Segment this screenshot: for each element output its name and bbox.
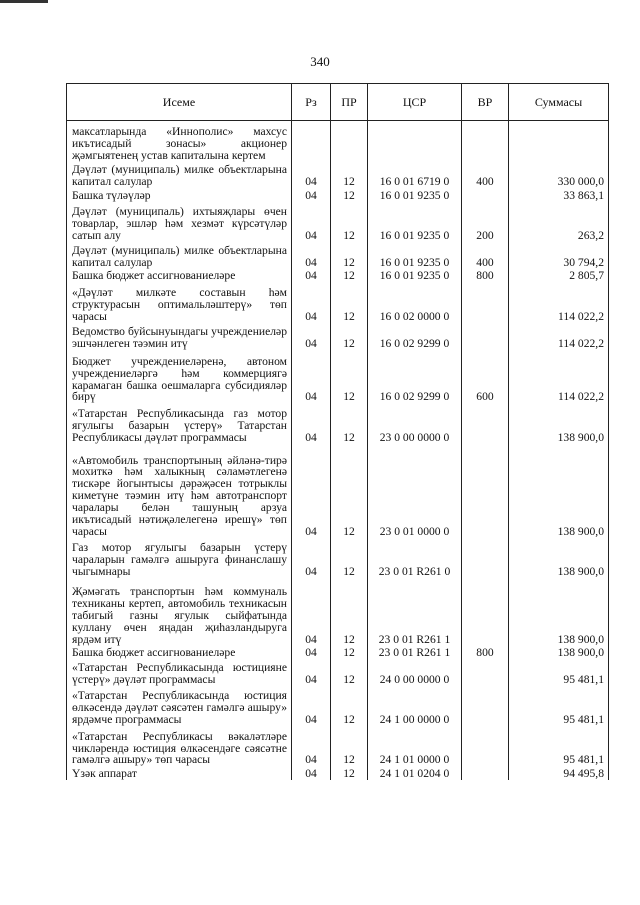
- row-sum: 2 805,7: [509, 269, 609, 282]
- column-header-name: Исеме: [67, 84, 292, 121]
- row-pr: 12: [331, 444, 368, 538]
- row-csr: 23 0 01 0000 0: [368, 444, 462, 538]
- row-pr: 12: [331, 726, 368, 766]
- row-name: Газ мотор ягулыгы базарын үстерү чараларын гамәлгә ашыруга финанслашу чыгымнары: [67, 538, 292, 578]
- row-sum: 30 794,2: [509, 242, 609, 269]
- row-vr: [462, 686, 509, 726]
- row-sum: 263,2: [509, 202, 609, 242]
- row-rz: 04: [292, 538, 331, 578]
- row-pr: 12: [331, 578, 368, 645]
- row-vr: [462, 766, 509, 780]
- row-name: Бюджет учреждениеләренә, автоном учреждениеләргә һәм коммерциягә карамаган башка оешмаларга субсидияләр бирү: [67, 350, 292, 404]
- table-row: [67, 350, 609, 404]
- row-pr: 12: [331, 188, 368, 201]
- column-header-sum: Суммасы: [509, 84, 609, 121]
- table-row: [67, 161, 609, 188]
- table-row: [67, 403, 609, 443]
- row-rz: 04: [292, 161, 331, 188]
- corner-mark: [0, 0, 48, 3]
- row-name: Дәүләт (муниципаль) ихтыяҗлары өчен товарлар, эшләр һәм хезмәт күрсәтүләр сатып алу: [67, 202, 292, 242]
- table-row: [67, 269, 609, 282]
- row-vr: [462, 726, 509, 766]
- row-pr: 12: [331, 645, 368, 658]
- row-sum: 330 000,0: [509, 161, 609, 188]
- table-header-row: [67, 84, 609, 121]
- row-csr: 16 0 01 6719 0: [368, 161, 462, 188]
- row-vr: [462, 444, 509, 538]
- row-csr: 16 0 02 9299 0: [368, 350, 462, 404]
- row-sum: 114 022,2: [509, 282, 609, 322]
- row-name: максатларында «Иннополис» махсус икътисадый зонасы» акционер җәмгыятенең устав капиталына кертем: [67, 121, 292, 162]
- row-csr: 24 1 01 0000 0: [368, 726, 462, 766]
- row-name: Үзәк аппарат: [67, 766, 292, 780]
- table-row: [67, 188, 609, 201]
- column-header-pr: ПР: [331, 84, 368, 121]
- table-row: [67, 282, 609, 322]
- row-rz: [292, 121, 331, 162]
- table-row: [67, 242, 609, 269]
- row-vr: 600: [462, 350, 509, 404]
- row-rz: 04: [292, 323, 331, 350]
- row-name: «Дәүләт милкәте составын һәм структурасын оптимальләштерү» төп чарасы: [67, 282, 292, 322]
- row-rz: 04: [292, 242, 331, 269]
- table-row: [67, 726, 609, 766]
- column-header-vr: ВР: [462, 84, 509, 121]
- column-header-rz: Рз: [292, 84, 331, 121]
- row-vr: [462, 188, 509, 201]
- row-rz: 04: [292, 766, 331, 780]
- row-sum: 138 900,0: [509, 578, 609, 645]
- row-sum: 138 900,0: [509, 645, 609, 658]
- row-pr: 12: [331, 538, 368, 578]
- row-name: «Татарстан Республикасында газ мотор ягулыгы базарын үстерү» Татарстан Республикасы дәүләт программасы: [67, 403, 292, 443]
- row-sum: 138 900,0: [509, 403, 609, 443]
- row-rz: 04: [292, 188, 331, 201]
- row-sum: 114 022,2: [509, 350, 609, 404]
- row-rz: 04: [292, 578, 331, 645]
- row-rz: 04: [292, 686, 331, 726]
- column-header-csr: ЦСР: [368, 84, 462, 121]
- row-rz: 04: [292, 645, 331, 658]
- table-row: [67, 538, 609, 578]
- row-csr: 16 0 01 9235 0: [368, 188, 462, 201]
- row-rz: 04: [292, 659, 331, 686]
- table-row: [67, 578, 609, 645]
- row-name: «Татарстан Республикасында юстиция өлкәсендә дәүләт сәясәтен гамәлгә ашыру» ярдәмче программасы: [67, 686, 292, 726]
- row-pr: 12: [331, 202, 368, 242]
- table-row: [67, 686, 609, 726]
- row-name: Җәмәгать транспортын һәм коммуналь техниканы кертеп, автомобиль техникасын табигый газны ягулык сыйфатында куллану өчен яңадан җиһазландыруга ярдәм итү: [67, 578, 292, 645]
- row-vr: [462, 659, 509, 686]
- row-csr: 16 0 01 9235 0: [368, 269, 462, 282]
- row-vr: 200: [462, 202, 509, 242]
- row-vr: 800: [462, 269, 509, 282]
- budget-table: [66, 83, 609, 780]
- row-rz: 04: [292, 726, 331, 766]
- row-name: Дәүләт (муниципаль) милке объектларына капитал салулар: [67, 242, 292, 269]
- row-vr: [462, 538, 509, 578]
- row-pr: 12: [331, 403, 368, 443]
- table-row: [67, 121, 609, 162]
- row-pr: 12: [331, 282, 368, 322]
- row-vr: [462, 323, 509, 350]
- row-sum: 95 481,1: [509, 686, 609, 726]
- row-name: Башка бюджет ассигнованиеләре: [67, 645, 292, 658]
- row-vr: 800: [462, 645, 509, 658]
- row-name: Башка бюджет ассигнованиеләре: [67, 269, 292, 282]
- table-row: [67, 766, 609, 780]
- row-pr: [331, 121, 368, 162]
- row-csr: 16 0 01 9235 0: [368, 202, 462, 242]
- row-sum: 94 495,8: [509, 766, 609, 780]
- row-csr: 24 1 01 0204 0: [368, 766, 462, 780]
- row-sum: 33 863,1: [509, 188, 609, 201]
- row-csr: 16 0 02 0000 0: [368, 282, 462, 322]
- row-csr: 16 0 02 9299 0: [368, 323, 462, 350]
- row-sum: 138 900,0: [509, 538, 609, 578]
- row-csr: 23 0 00 0000 0: [368, 403, 462, 443]
- row-name: «Автомобиль транспортының әйләнә-тирә мохиткә һәм халыкның сәламәтлегенә тискәре йогынтысы дәрәҗәсен тотрыклы киметүне тәэмин итү һәм автотранспорт чаралары белән ташуның арзуа икътисадый нәтиҗәлелегенә ирешү» төп чарасы: [67, 444, 292, 538]
- row-rz: 04: [292, 403, 331, 443]
- row-rz: 04: [292, 282, 331, 322]
- row-vr: [462, 282, 509, 322]
- row-rz: 04: [292, 350, 331, 404]
- row-vr: [462, 121, 509, 162]
- row-rz: 04: [292, 269, 331, 282]
- table-row: [67, 323, 609, 350]
- row-name: Дәүләт (муниципаль) милке объектларына капитал салулар: [67, 161, 292, 188]
- row-sum: 138 900,0: [509, 444, 609, 538]
- row-pr: 12: [331, 161, 368, 188]
- row-sum: 95 481,1: [509, 726, 609, 766]
- row-pr: 12: [331, 659, 368, 686]
- row-csr: 24 1 00 0000 0: [368, 686, 462, 726]
- table-body: [67, 121, 609, 781]
- row-csr: 23 0 01 R261 0: [368, 538, 462, 578]
- row-vr: [462, 578, 509, 645]
- row-sum: 95 481,1: [509, 659, 609, 686]
- row-pr: 12: [331, 242, 368, 269]
- row-csr: 24 0 00 0000 0: [368, 659, 462, 686]
- row-name: «Татарстан Республикасы вәкаләтләре чикләрендә юстиция өлкәсендәге сәясәтне гамәлгә ашыру» төп чарасы: [67, 726, 292, 766]
- row-vr: 400: [462, 161, 509, 188]
- row-csr: 23 0 01 R261 1: [368, 578, 462, 645]
- row-rz: 04: [292, 444, 331, 538]
- row-name: Ведомство буйсынуындагы учреждениеләр эшчәнлеген тәэмин итү: [67, 323, 292, 350]
- row-name: Башка түләүләр: [67, 188, 292, 201]
- row-pr: 12: [331, 269, 368, 282]
- row-sum: 114 022,2: [509, 323, 609, 350]
- row-pr: 12: [331, 766, 368, 780]
- page-number: 340: [310, 54, 330, 69]
- table-row: [67, 659, 609, 686]
- row-csr: 23 0 01 R261 1: [368, 645, 462, 658]
- row-vr: 400: [462, 242, 509, 269]
- row-pr: 12: [331, 350, 368, 404]
- row-pr: 12: [331, 686, 368, 726]
- table-row: [67, 645, 609, 658]
- row-name: «Татарстан Республикасында юстициянe үстерү» дәүләт программасы: [67, 659, 292, 686]
- row-sum: [509, 121, 609, 162]
- row-rz: 04: [292, 202, 331, 242]
- row-csr: 16 0 01 9235 0: [368, 242, 462, 269]
- table-row: [67, 202, 609, 242]
- row-pr: 12: [331, 323, 368, 350]
- row-vr: [462, 403, 509, 443]
- row-csr: [368, 121, 462, 162]
- table-row: [67, 444, 609, 538]
